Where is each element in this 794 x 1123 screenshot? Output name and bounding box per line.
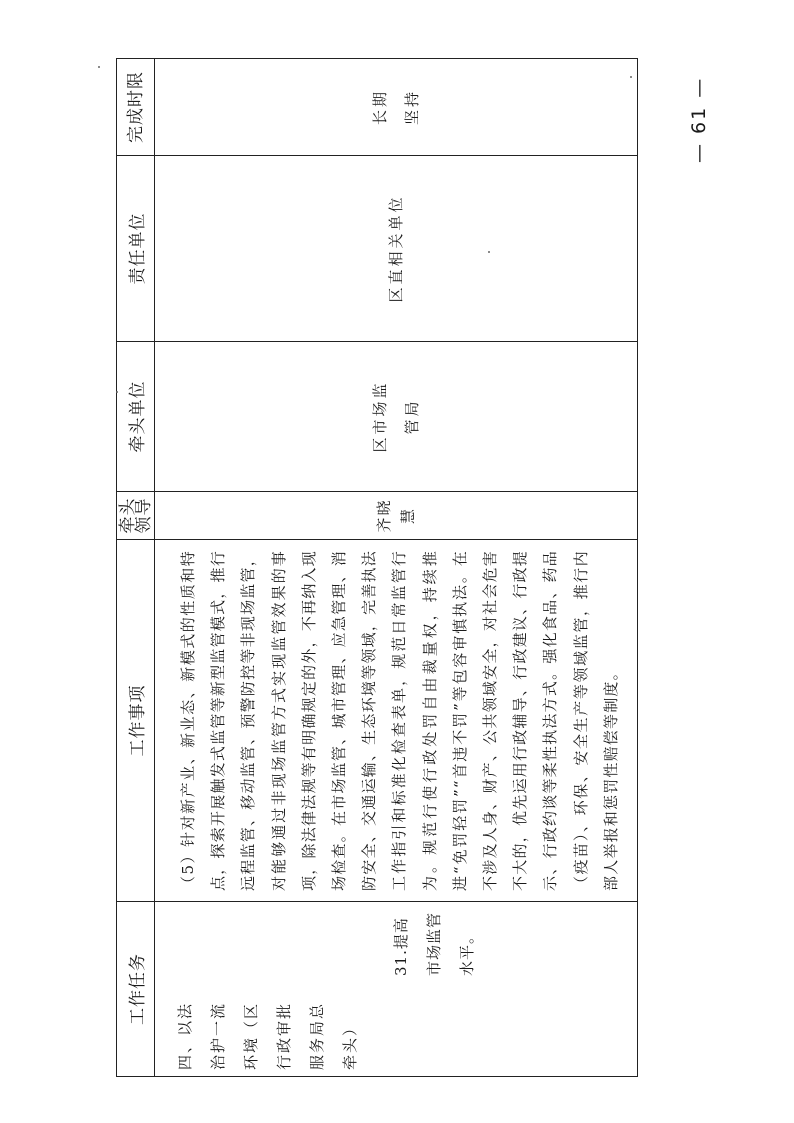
task-main: 四、以法治护一流环境（区行政审批服务局总牵头） [176,1001,359,1070]
task-table [116,58,638,1077]
lead-leader-cell: 齐晓慧 [155,492,638,540]
scan-speck [630,76,632,78]
header-lead-unit: 牵头单位 [117,342,155,492]
header-deadline: 完成时限 [117,59,155,156]
task-sub: 31.提高市场监管水平。 [392,911,476,976]
work-table [116,59,638,1077]
lead-unit-cell: 区市场监管局 [155,342,638,492]
header-responsible-unit: 责任单位 [117,156,155,342]
header-matter: 工作事项 [117,540,155,902]
header-row [117,59,155,1077]
responsible-unit-cell: 区直相关单位 [155,156,638,342]
header-task: 工作任务 [117,902,155,1077]
matter-cell: （5）针对新产业、新业态、新模式的性质和特点，探索开展触发式监管等新型监管模式，推行远程监管、移动监管、预警防控等非现场监管，对能够通过非现场监管方式实现监管效果的事项，除法律法规等有明确规定的外，不再纳入现场检查。在市场监管、城市管理、应急管理、消防安全、交通运输、生态环境等领域，完善执法工作指引和标准化检查表单，规范日常监管行为。规范行使行政处罚自由裁量权，持续推进“免罚轻罚”“首违不罚”等包容审慎执法。在不涉及人身、财产、公共领域安全，对社会危害不大的，优先运用行政辅导、行政建议、行政提示、行政约谈等柔性执法方式。强化食品、药品（疫苗）、环保、安全生产等领域监管，推行内部人举报和惩罚性赔偿等制度。 [155,540,638,902]
header-lead-leader: 牵头领导 [117,492,155,540]
scan-speck [98,66,100,68]
page-number: — 61 — [688,76,710,163]
table-row [155,59,638,1077]
scan-speck [116,391,118,393]
deadline-cell: 长期坚持 [155,59,638,156]
task-cell [155,902,638,1077]
scan-speck [488,251,490,253]
